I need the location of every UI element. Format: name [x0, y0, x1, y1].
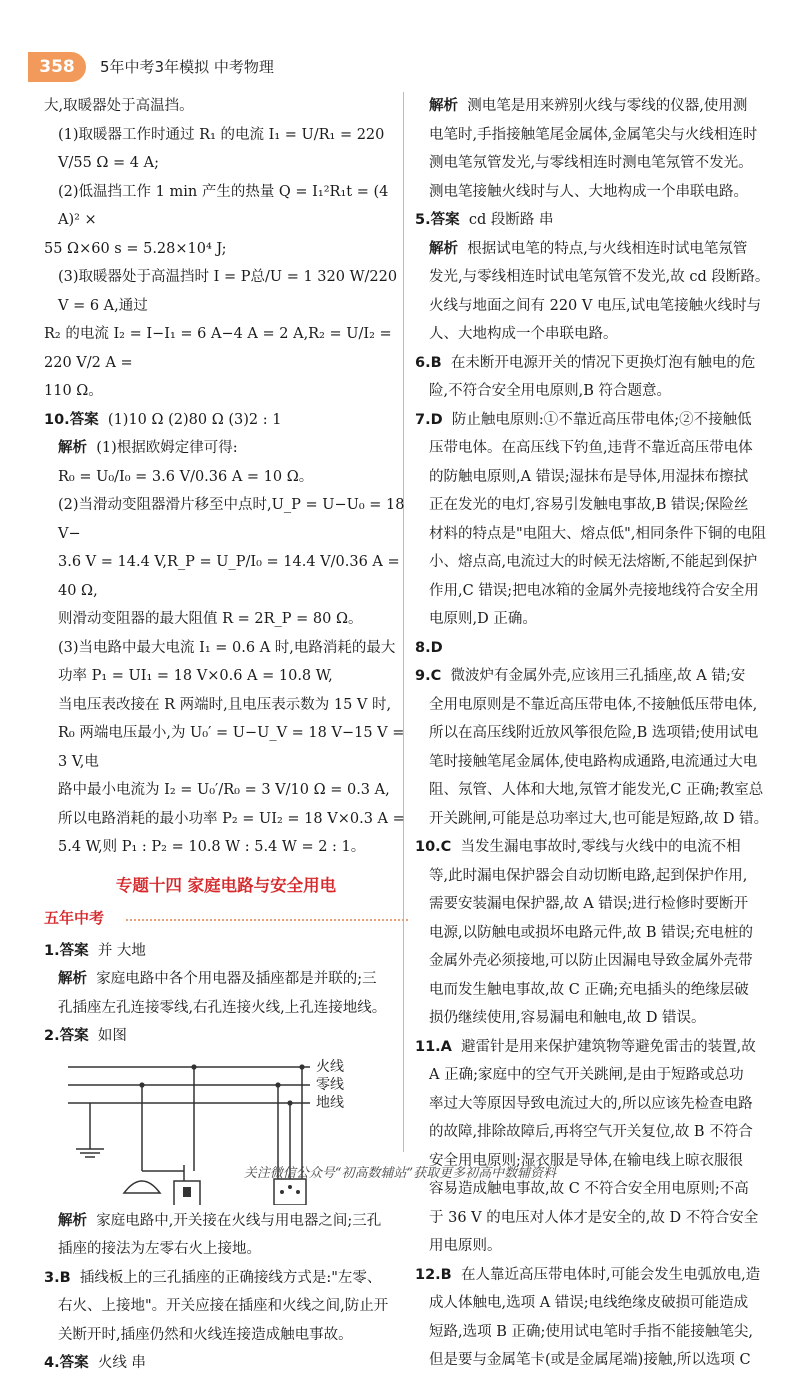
text-line: 大,取暖器处于高温挡。 — [44, 98, 194, 114]
explanation-text: 在未断开电源开关的情况下更换灯泡有触电的危 — [450, 354, 756, 371]
answer-line — [415, 1033, 779, 1062]
text-line: 作用,C 错误;把电冰箱的金属外壳接地线符合安全用 — [429, 582, 759, 599]
text-line: 右火、上接地"。开关应接在插座和火线之间,防止开 — [58, 1298, 389, 1314]
page-header — [0, 52, 800, 86]
answer-tag: 答案 — [59, 942, 89, 959]
text-line: 全用电原则是不靠近高压带电体,不接触低压带电体, — [429, 696, 758, 713]
text-line: 发光,与零线相连时试电笔氖管不发光,故 cd 段断路。 — [429, 269, 770, 285]
text-line: 压带电体。在高压线下钓鱼,违背不靠近高压带电体 — [429, 440, 753, 456]
question-number: 5. — [415, 212, 431, 228]
text-line: R₀ 两端电压最小,为 U₀′ = U−U_V = 18 V−15 V = 3 V,电 — [58, 725, 405, 770]
text-line: 的故障,排除故障后,再将空气开关复位,故 B 不符合 — [429, 1124, 753, 1140]
text-line: 容易造成触电事故,故 C 不符合安全用电原则;不高 — [429, 1181, 749, 1197]
text-line: 成人体触电,选项 A 错误;电线绝缘皮破损可能造成 — [429, 1295, 749, 1311]
text-line: 则滑动变阻器的最大阻值 R = 2R_P = 80 Ω。 — [58, 611, 363, 627]
section-heading — [44, 904, 408, 933]
answer-tag: 答案 — [430, 212, 460, 228]
text-line: 阻、氖管、人体和大地,氖管才能发光,C 正确;教室总 — [429, 782, 764, 798]
explanation-line — [44, 965, 408, 994]
answer-line — [415, 833, 779, 862]
answer-line — [44, 1264, 408, 1293]
analysis-tag: 解析 — [429, 98, 458, 114]
text-line: 于 36 V 的电压对人体才是安全的,故 D 不符合安全 — [429, 1209, 759, 1226]
explanation-line — [415, 235, 779, 264]
text-line: 安全用电原则;湿衣服是导体,在输电线上晾衣服很 — [429, 1152, 743, 1169]
text-line: 率过大等原因导致电流过大的,所以应该先检查电路 — [429, 1095, 753, 1112]
answer-line — [415, 406, 779, 435]
explanation-text: 测电笔是用来辨别火线与零线的仪器,使用测 — [467, 98, 748, 114]
question-number: 3.B — [44, 1269, 71, 1286]
text-line: 人、大地构成一个串联电路。 — [429, 326, 618, 342]
text-line: 插座的接法为左零右火上接地。 — [58, 1241, 261, 1257]
explanation-text: 在人靠近高压带电体时,可能会发生电弧放电,造 — [460, 1266, 761, 1283]
text-line: 正在发光的电灯,容易引发触电事故,B 错误;保险丝 — [429, 497, 749, 513]
answer-line — [44, 1349, 408, 1378]
text-line: 金属外壳必须接地,可以防止因漏电导致金属外壳带 — [429, 953, 753, 969]
answer-tag: 答案 — [69, 411, 99, 428]
text-line: 所以电路消耗的最小功率 P₂ = UI₂ = 18 V×0.3 A = — [58, 810, 405, 827]
book-title: 5年中考3年模拟 中考物理 — [100, 58, 274, 76]
text-line: 但是要与金属笔卡(或是金属尾端)接触,所以选项 C — [429, 1352, 751, 1368]
text-line: 损仍继续使用,容易漏电和触电,故 D 错误。 — [429, 1010, 706, 1026]
formula-line: 3.6 V = 14.4 V,R_P = U_P/I₀ = 14.4 V/0.36 A = 40 Ω, — [58, 554, 400, 599]
topic-heading: 专题十四 家庭电路与安全用电 — [115, 875, 337, 895]
explanation-text: 避雷针是用来保护建筑物等避免雷击的装置,故 — [461, 1038, 756, 1055]
question-number: 10.C — [415, 839, 452, 855]
answer-text: 并 大地 — [97, 942, 146, 959]
answer-line — [415, 634, 779, 663]
text-line: 等,此时漏电保护器会自动切断电路,起到保护作用, — [429, 867, 748, 884]
text-line: 材料的特点是"电阻大、熔点低",相同条件下铜的电阻 — [429, 525, 766, 542]
text-line: 用电原则。 — [429, 1238, 502, 1254]
text-line: A 正确;家庭中的空气开关跳闸,是由于短路或总功 — [429, 1067, 744, 1083]
formula-line: 路中最小电流为 I₂ = U₀′/R₀ = 3 V/10 Ω = 0.3 A, — [58, 782, 390, 798]
neutral-wire-label: 零线 — [316, 1076, 344, 1093]
question-number: 2. — [44, 1028, 60, 1044]
text-line: 的防触电原则,A 错误;湿抹布是导体,用湿抹布擦拭 — [429, 468, 749, 485]
analysis-tag: 解析 — [58, 971, 87, 987]
answer-text: 火线 串 — [97, 1355, 146, 1371]
explanation-text: 家庭电路中,开关接在火线与用电器之间;三孔 — [96, 1212, 382, 1229]
text-line: (2)当滑动变阻器滑片移至中点时,U_P = U−U₀ = 18 V− — [58, 497, 405, 542]
answer-text: cd 段断路 串 — [468, 212, 554, 228]
section-title: 五年中考 — [44, 909, 105, 927]
explanation-text: 根据试电笔的特点,与火线相连时试电笔氖管 — [467, 240, 748, 257]
answer-tag: 答案 — [59, 1028, 89, 1044]
section-rule — [126, 919, 408, 921]
explanation-text: 微波炉有金属外壳,应该用三孔插座,故 A 错;安 — [450, 668, 746, 684]
analysis-tag: 解析 — [58, 1212, 87, 1229]
explanation-line — [415, 92, 779, 121]
question-number: 12.B — [415, 1266, 452, 1283]
text-line: 5.4 W,则 P₁ : P₂ = 10.8 W : 5.4 W = 2 : 1。 — [58, 839, 366, 855]
text-line: 电原则,D 正确。 — [429, 611, 537, 627]
text-line: (2)低温挡工作 1 min 产生的热量 Q = I₁²R₁t = (4 A)² × — [58, 183, 389, 228]
text-line: 开关跳闸,可能是总功率过大,也可能是短路,故 D 错。 — [429, 810, 769, 827]
question-number: 6.B — [415, 354, 442, 371]
text-line: 测电笔氖管发光,与零线相连时测电笔氖管不发光。 — [429, 155, 753, 171]
text-line: 电笔时,手指接触笔尾金属体,金属笔尖与火线相连时 — [429, 126, 758, 143]
question-number: 10. — [44, 411, 70, 428]
text-line: (3)取暖器处于高温挡时 I = P总/U = 1 320 W/220 V = 6 A,通过 — [58, 269, 398, 314]
text-line: 所以在高压线附近放风筝很危险,B 选项错;使用试电 — [429, 725, 759, 741]
text-line: 笔时接触笔尾金属体,使电路构成通路,电流通过大电 — [429, 753, 758, 770]
answer-line — [44, 937, 408, 966]
text-line: 险,不符合安全用电原则,B 符合题意。 — [429, 383, 671, 399]
explanation-line — [44, 1207, 408, 1236]
text-line: 测电笔接触火线时与人、大地构成一个串联电路。 — [429, 183, 748, 200]
analysis-tag: 解析 — [58, 440, 87, 456]
text-line: 孔插座左孔连接零线,右孔连接火线,上孔连接地线。 — [58, 999, 387, 1016]
ground-wire-label: 地线 — [316, 1094, 344, 1111]
text-line: 电源,以防触电或损坏电路元件,故 B 错误;充电桩的 — [429, 924, 753, 941]
question-number: 9.C — [415, 668, 442, 684]
explanation-text: 当发生漏电事故时,零线与火线中的电流不相 — [460, 839, 741, 855]
explanation-text: 插线板上的三孔插座的正确接线方式是:"左零、 — [79, 1269, 382, 1286]
formula-line: R₀ = U₀/I₀ = 3.6 V/0.36 A = 10 Ω。 — [58, 468, 314, 485]
text-line: 55 Ω×60 s = 5.28×10⁴ J; — [44, 240, 227, 257]
answer-line — [415, 1261, 779, 1290]
text-line: 小、熔点高,电流过大的时候无法熔断,不能起到保护 — [429, 554, 758, 570]
answer-text: 如图 — [97, 1028, 127, 1044]
answer-line — [415, 662, 779, 691]
footer-note: 关注微信公众号“初高数辅站”获取更多初高中数辅资料 — [243, 1166, 557, 1181]
answer-text: (1)10 Ω (2)80 Ω (3)2 : 1 — [107, 411, 282, 428]
text-line: 关断开时,插座仍然和火线连接造成触电事故。 — [58, 1326, 353, 1343]
text-line: 功率 P₁ = UI₁ = 18 V×0.6 A = 10.8 W, — [58, 668, 333, 684]
text-line: (1)取暖器工作时通过 R₁ 的电流 I₁ = U/R₁ = 220 V/55 Ω = 4 A; — [58, 126, 385, 171]
explanation-line — [44, 434, 408, 463]
answer-line — [415, 349, 779, 378]
text-line: R₂ 的电流 I₂ = I−I₁ = 6 A−4 A = 2 A,R₂ = U/I₂ = 220 V/2 A = — [44, 326, 392, 371]
question-number: 7.D — [415, 411, 443, 428]
text-line: 110 Ω。 — [44, 383, 103, 399]
answer-tag: 答案 — [59, 1355, 89, 1371]
text-line: 需要安装漏电保护器,故 A 错误;进行检修时要断开 — [429, 896, 749, 912]
answer-line — [44, 1022, 408, 1051]
page-number: 358 — [28, 52, 86, 82]
explanation-text: 家庭电路中各个用电器及插座都是并联的;三 — [96, 971, 377, 987]
analysis-tag: 解析 — [429, 240, 458, 257]
text-line: 短路,选项 B 正确;使用试电笔时手指不能接触笔尖, — [429, 1323, 753, 1340]
text-line: 电而发生触电事故,故 C 正确;充电插头的绝缘层破 — [429, 981, 749, 998]
question-number: 8.D — [415, 639, 443, 656]
text-line: 当电压表改接在 R 两端时,且电压表示数为 15 V 时, — [58, 696, 392, 713]
text-line: 火线与地面之间有 220 V 电压,试电笔接触火线时与 — [429, 297, 762, 314]
question-number: 1. — [44, 942, 60, 959]
answer-line — [415, 206, 779, 235]
question-number: 4. — [44, 1355, 60, 1371]
live-wire-label: 火线 — [316, 1058, 344, 1075]
question-number: 11.A — [415, 1038, 452, 1055]
explanation-text: (1)根据欧姆定律可得: — [96, 440, 238, 456]
explanation-text: 防止触电原则:①不靠近高压带电体;②不接触低 — [451, 411, 752, 428]
answer-line — [44, 406, 408, 435]
text-line: (3)当电路中最大电流 I₁ = 0.6 A 时,电路消耗的最大 — [58, 639, 396, 656]
